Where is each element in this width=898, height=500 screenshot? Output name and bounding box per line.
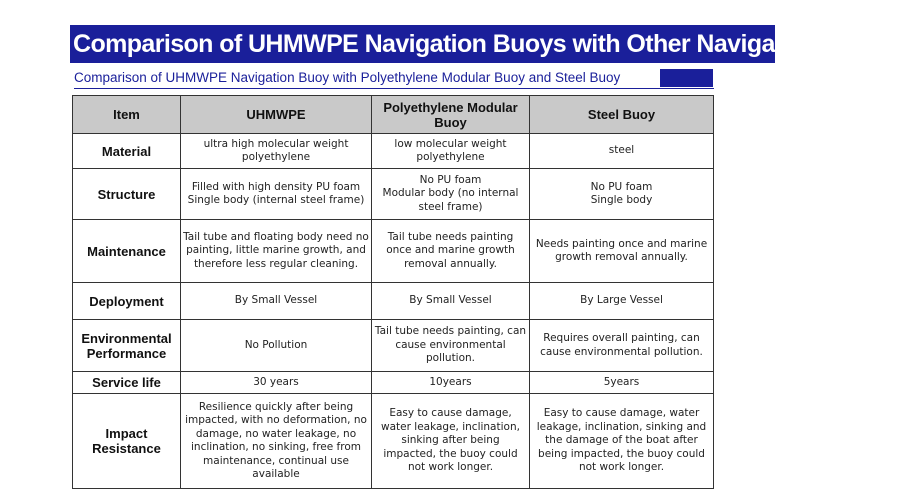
cell-modular: low molecular weight polyethylene <box>372 134 530 169</box>
cell-steel: Easy to cause damage, water leakage, inclination, sinking and the damage of the boat after being impacted, the buoy could not work longer. <box>530 394 714 489</box>
table-row <box>73 372 714 394</box>
column-header-modular: Polyethylene Modular Buoy <box>372 96 530 134</box>
cell-steel: Requires overall painting, can cause environmental pollution. <box>530 320 714 372</box>
cell-uhmwpe: ultra high molecular weight polyethylene <box>181 134 372 169</box>
table-row <box>73 394 714 489</box>
cell-uhmwpe: Filled with high density PU foam Single body (internal steel frame) <box>181 169 372 220</box>
cell-steel: By Large Vessel <box>530 283 714 320</box>
row-label: Maintenance <box>73 220 181 283</box>
cell-modular: By Small Vessel <box>372 283 530 320</box>
cell-steel: No PU foam Single body <box>530 169 714 220</box>
page-title: Comparison of UHMWPE Navigation Buoys with Other Navigation Buoys <box>70 25 775 63</box>
cell-uhmwpe: 30 years <box>181 372 372 394</box>
column-header-item: Item <box>73 96 181 134</box>
row-label: Impact Resistance <box>73 394 181 489</box>
column-header-steel: Steel Buoy <box>530 96 714 134</box>
caption-accent-bar <box>660 69 713 87</box>
row-label: Material <box>73 134 181 169</box>
table-row <box>73 134 714 169</box>
row-label: Environmental Performance <box>73 320 181 372</box>
table-row <box>73 220 714 283</box>
cell-modular: Tail tube needs painting once and marine growth removal annually. <box>372 220 530 283</box>
row-label: Deployment <box>73 283 181 320</box>
cell-uhmwpe: By Small Vessel <box>181 283 372 320</box>
table-row <box>73 320 714 372</box>
table-row <box>73 169 714 220</box>
row-label: Structure <box>73 169 181 220</box>
cell-modular: No PU foam Modular body (no internal steel frame) <box>372 169 530 220</box>
cell-modular: 10years <box>372 372 530 394</box>
cell-modular: Tail tube needs painting, can cause environmental pollution. <box>372 320 530 372</box>
table-header-row <box>73 96 714 134</box>
column-header-uhmwpe: UHMWPE <box>181 96 372 134</box>
cell-steel: Needs painting once and marine growth removal annually. <box>530 220 714 283</box>
table-caption: Comparison of UHMWPE Navigation Buoy with Polyethylene Modular Buoy and Steel Buoy <box>74 68 714 89</box>
cell-uhmwpe: No Pollution <box>181 320 372 372</box>
comparison-table <box>72 95 714 489</box>
cell-steel: 5years <box>530 372 714 394</box>
cell-uhmwpe: Tail tube and floating body need no painting, little marine growth, and therefore less regular cleaning. <box>181 220 372 283</box>
row-label: Service life <box>73 372 181 394</box>
table-row <box>73 283 714 320</box>
cell-modular: Easy to cause damage, water leakage, inclination, sinking after being impacted, the buoy could not work longer. <box>372 394 530 489</box>
cell-uhmwpe: Resilience quickly after being impacted, with no deformation, no damage, no water leakage, no inclination, no sinking, free from maintenance, continual use available <box>181 394 372 489</box>
cell-steel: steel <box>530 134 714 169</box>
